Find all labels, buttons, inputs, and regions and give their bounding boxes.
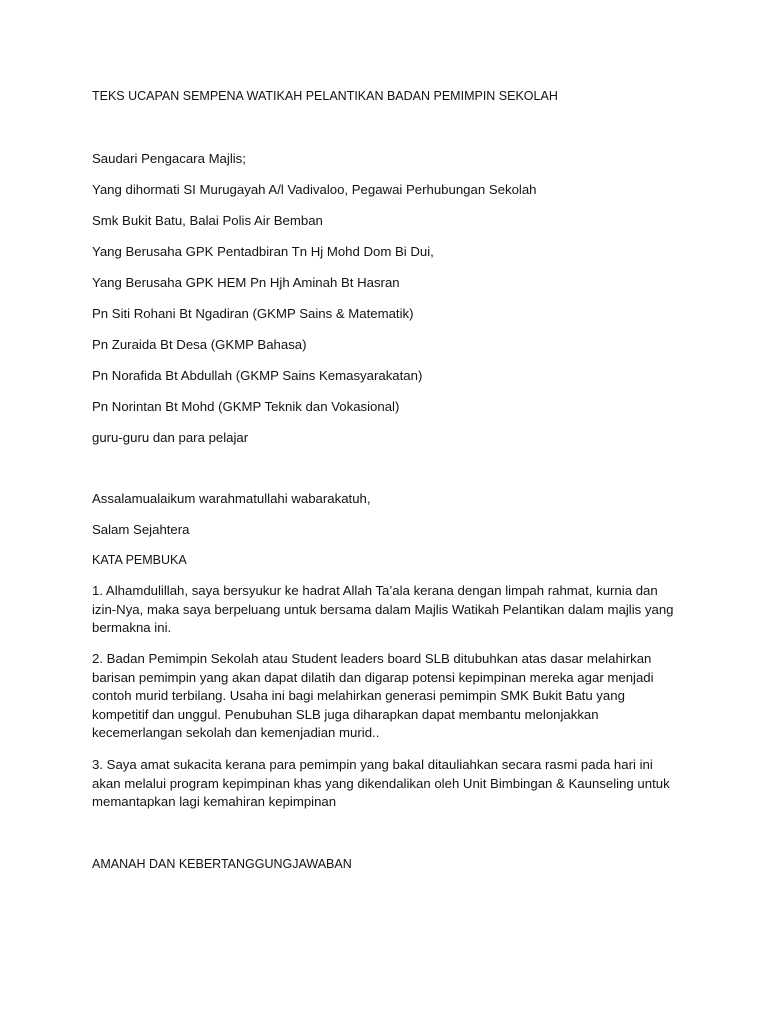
salutation-line: Yang Berusaha GPK Pentadbiran Tn Hj Mohd Dom Bi Dui, (92, 244, 434, 259)
section-heading-opening: KATA PEMBUKA (92, 553, 187, 567)
salutation-line: Pn Siti Rohani Bt Ngadiran (GKMP Sains & Matematik) (92, 306, 414, 321)
salutation-line: Saudari Pengacara Majlis; (92, 151, 246, 166)
section-heading-trust: AMANAH DAN KEBERTANGGUNGJAWABAN (92, 857, 352, 871)
greeting-general: Salam Sejahtera (92, 522, 190, 537)
salutation-line: Smk Bukit Batu, Balai Polis Air Bemban (92, 213, 323, 228)
paragraph-2: 2. Badan Pemimpin Sekolah atau Student leaders board SLB ditubuhkan atas dasar melahirkan barisan pemimpin yang akan dapat dilatih dan digarap potensi kepimpinan mereka agar menjadi contoh murid terbilang. Usaha ini bagi melahirkan generasi pemimpin SMK Bukit Batu yang kompetitif dan unggul. Penubuhan SLB juga diharapkan dapat membantu melonjakkan kecemerlangan sekolah dan kemenjadian murid.. (92, 651, 654, 741)
salutation-line: Pn Norafida Bt Abdullah (GKMP Sains Kemasyarakatan) (92, 368, 423, 383)
paragraph-1: 1. Alhamdulillah, saya bersyukur ke hadrat Allah Ta’ala kerana dengan limpah rahmat, kurnia dan izin-Nya, maka saya berpeluang untuk bersama dalam Majlis Watikah Pelantikan dalam majlis yang bermakna ini. (92, 583, 674, 636)
document-title: TEKS UCAPAN SEMPENA WATIKAH PELANTIKAN BADAN PEMIMPIN SEKOLAH (92, 89, 558, 103)
salutation-line: Yang dihormati SI Murugayah A/l Vadivaloo, Pegawai Perhubungan Sekolah (92, 182, 537, 197)
greeting-islamic: Assalamualaikum warahmatullahi wabarakatuh, (92, 491, 371, 506)
paragraph-3: 3. Saya amat sukacita kerana para pemimpin yang bakal ditauliahkan secara rasmi pada hari ini akan melalui program kepimpinan khas yang dikendalikan oleh Unit Bimbingan & Kaunseling untuk memantapkan lagi kemahiran kepimpinan (92, 757, 670, 810)
salutation-line: guru-guru dan para pelajar (92, 430, 249, 445)
salutation-line: Pn Zuraida Bt Desa (GKMP Bahasa) (92, 337, 307, 352)
salutation-line: Pn Norintan Bt Mohd (GKMP Teknik dan Vokasional) (92, 399, 400, 414)
salutation-line: Yang Berusaha GPK HEM Pn Hjh Aminah Bt Hasran (92, 275, 400, 290)
